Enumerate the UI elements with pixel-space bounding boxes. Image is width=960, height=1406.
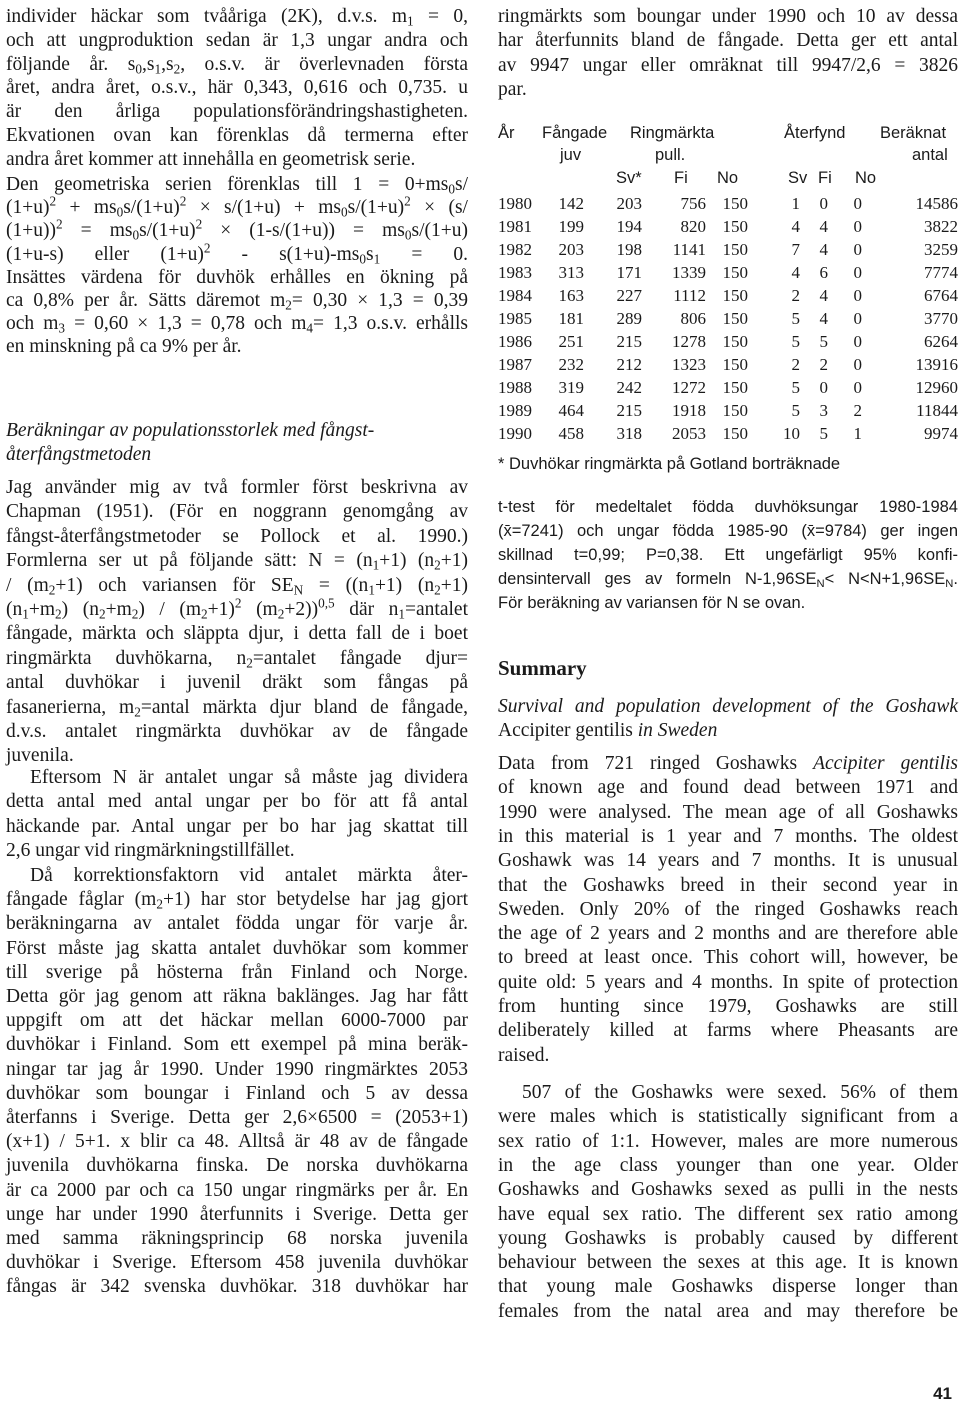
table-cell: 0 — [853, 194, 862, 213]
table-cell: 1983 — [498, 263, 532, 282]
text-line: Insättes värdena för duvhök erhålles en ökning på — [6, 266, 468, 288]
table-cell: 150 — [722, 263, 748, 282]
text-line: antal duvhökar i juvenil dräkt som fångas på — [6, 672, 468, 694]
table-cell: 1986 — [498, 332, 532, 351]
table-cell: 2 — [819, 355, 828, 374]
text-line: För beräkning av variansen för N se ovan. — [498, 594, 806, 612]
table-cell: 232 — [558, 355, 584, 374]
text-line: (x̄=7241) och ungar födda 1985-90 (x̄=9784) ger ingen — [498, 522, 958, 540]
text-line: individer häckar som tvååriga (2K), d.v.s. $m_1 = 0$, — [6, 6, 468, 29]
text-line: och $m_3 = 0,60 \times 1,3 = 0,78$ och $m_4= 1,3$ o.s.v. erhålls — [6, 313, 468, 336]
table-cell: 5 — [791, 378, 800, 397]
text-line: in this material is 1 year and 7 months. The oldest — [498, 825, 958, 847]
page-number: 41 — [933, 1384, 952, 1403]
text-line: återfångstmetoden — [6, 444, 152, 465]
table-cell: 6 — [819, 263, 828, 282]
table-cell: 1918 — [672, 401, 706, 420]
table-cell: 7 — [791, 240, 800, 259]
table-cell: 150 — [722, 378, 748, 397]
summary-heading: Summary — [498, 656, 587, 680]
table-header: juv — [560, 146, 582, 164]
table-cell: 1984 — [498, 286, 532, 305]
table-cell: 0 — [853, 378, 862, 397]
table-cell: 227 — [616, 286, 642, 305]
table-cell: 1981 — [498, 217, 532, 236]
text-line: uppgift om att det häckar mellan 6000-7000 par — [6, 1010, 468, 1032]
table-cell: 0 — [853, 309, 862, 328]
text-line: fångade fåglar $(m_2+1)$ har stor betydelse har jag gjort — [6, 889, 468, 912]
text-line: och att ungproduktion sedan är 1,3 ungar andra och — [6, 29, 468, 51]
table-cell: 6264 — [924, 332, 958, 351]
table-header: No — [855, 169, 877, 187]
text-line: $(1+u))^2 = ms_0s/(1+u)^2 \times (1-s/(1+u)) = ms_0s/(1+u)$ — [6, 217, 468, 243]
text-line: d.v.s. antalet ringmärkta duvhökar av de fångade — [6, 721, 468, 742]
table-cell: 7774 — [924, 263, 958, 282]
table-cell: 0 — [853, 355, 862, 374]
table-cell: 464 — [558, 401, 584, 420]
text-line: duvhökar i Sverige. Eftersom 458 juvenila duvhökar — [6, 1252, 468, 1274]
text-line: till sverige på hösterna från Finland och Norge. — [6, 961, 468, 983]
table-cell: 289 — [616, 309, 642, 328]
text-line: were males which is statistically significant from a — [498, 1106, 958, 1128]
table-header: No — [717, 169, 739, 187]
text-line: densintervall ges av formeln $N-1,96SE_N< N<N+1,96SE_N$. — [498, 570, 958, 590]
table-cell: 150 — [722, 217, 748, 236]
table-cell: 2 — [791, 286, 800, 305]
table-cell: 181 — [558, 309, 584, 328]
text-line: ringmärkta duvhökarna, $n_2=antalet$ fångade djur= — [6, 647, 468, 671]
text-line: fångade, märkta och släppta djur, i detta fall de i boet — [6, 623, 468, 645]
text-line: andra året kommer att innehålla en geometrisk serie. — [6, 148, 416, 170]
table-cell: 203 — [616, 194, 642, 213]
table-cell: 3822 — [924, 217, 958, 236]
text-line: en minskning på ca 9% per år. — [6, 336, 242, 358]
text-line: fångas är 342 svenska duvhökar. 318 duvhökar har — [6, 1276, 468, 1298]
table-cell: 1985 — [498, 309, 532, 328]
text-line: fångst-återfångstmetoder se Pollock et al. 1990.) — [6, 525, 468, 547]
table-header: År — [498, 124, 515, 142]
table-header: Återfynd — [784, 124, 846, 142]
text-line: t-test för medeltalet födda duvhöksungar 1980-1984 — [498, 498, 958, 516]
text-line: är den årliga populationsförändringshastigheten. — [6, 101, 468, 123]
text-line: Detta gör jag genom att räkna baklänges. Jag har fått — [6, 986, 468, 1007]
table-cell: 171 — [616, 263, 642, 282]
text-line: deliberately killed at farms where Pheasants are — [498, 1020, 958, 1042]
text-line: beräkningarna av antalet födda ungar för varje år. — [6, 913, 468, 935]
table-cell: 194 — [616, 217, 642, 236]
text-line: behaviour between the sexes at this age. It is known — [498, 1252, 958, 1274]
table-cell: 0 — [853, 240, 862, 259]
table-cell: 199 — [558, 217, 584, 236]
text-line: raised. — [498, 1044, 550, 1066]
table-cell: 756 — [680, 194, 706, 213]
table-cell: 5 — [791, 401, 800, 420]
table-cell: 142 — [558, 194, 584, 213]
table-header: Sv* — [616, 169, 642, 187]
table-cell: 150 — [722, 309, 748, 328]
data-table — [498, 124, 958, 454]
table-cell: 1339 — [672, 263, 706, 282]
text-line: Data from 721 ringed Goshawks Accipiter gentilis — [498, 753, 958, 774]
text-line: of known age and found dead between 1971 and — [498, 777, 958, 799]
text-line: 507 of the Goshawks were sexed. 56% of them — [522, 1082, 958, 1103]
table-cell: 1987 — [498, 355, 532, 374]
table-cell: 12960 — [915, 378, 958, 397]
table-cell: 3259 — [924, 240, 958, 259]
table-cell: 1982 — [498, 240, 532, 259]
table-cell: 0 — [853, 217, 862, 236]
text-line: ca 0,8% per år. Sätts däremot $m_2= 0,30 \times 1,3 = 0,39$ — [6, 290, 468, 313]
table-header: Fi — [818, 169, 832, 187]
text-line: Jag använder mig av två formler först beskrivna av — [6, 477, 468, 498]
table-cell: 198 — [616, 240, 642, 259]
text-line: är ca 2000 par och ca 150 ungar ringmärks per år. En — [6, 1179, 468, 1201]
text-line: Formlerna ser ut på följande sätt: $N = (n_1+1)$ $(n_2+1)$ — [6, 550, 468, 573]
text-line: Beräkningar av populationsstorlek med fångst- — [6, 420, 375, 441]
text-line: par. — [498, 79, 527, 101]
table-header: pull. — [655, 146, 686, 164]
table-cell: 1323 — [672, 355, 706, 374]
table-cell: 150 — [722, 332, 748, 351]
text-line: Då korrektionsfaktorn vid antalet märkta åter- — [30, 865, 468, 886]
table-cell: 1141 — [672, 240, 706, 259]
table-cell: 242 — [616, 378, 642, 397]
text-line: females from the natal area and may therefore be — [498, 1300, 958, 1322]
text-line: Chapman (1951). (För en noggrann genomgång av — [6, 501, 468, 523]
table-cell: 1989 — [498, 401, 532, 420]
text-line: duvhökar som boungar i Finland och 5 av dessa — [6, 1082, 468, 1104]
table-cell: 4 — [791, 217, 800, 236]
text-line: Den geometriska serien förenklas till $1 = 0+ms_0s/$ — [6, 174, 468, 197]
table-cell: 313 — [558, 263, 584, 282]
table-cell: 9974 — [924, 424, 958, 443]
text-line: duvhökar i Finland. Som ett exempel på mina beräk- — [6, 1034, 468, 1056]
text-line: juvenila. — [6, 745, 74, 767]
table-cell: 5 — [819, 332, 828, 351]
table-footnote: * Duvhökar ringmärkta på Gotland borträknade — [498, 455, 841, 473]
table-cell: 10 — [783, 424, 800, 443]
text-line: sex ratio of 1:1. However, males are more numerous — [498, 1130, 958, 1152]
text-line: har återfunnits bland de fångade. Detta ger ett antal — [498, 30, 958, 52]
table-cell: 4 — [791, 263, 800, 282]
text-line: ringmärkts som boungar under 1990 och 10 av dessa — [498, 6, 958, 27]
table-cell: 5 — [819, 424, 828, 443]
table-header: Sv — [788, 169, 808, 187]
table-cell: 1988 — [498, 378, 532, 397]
text-line: återfanns i Sverige. Detta ger 2,6×6500 = (2053+1) — [6, 1107, 468, 1128]
table-header: antal — [912, 146, 948, 164]
text-line: from hunting since 1979, Goshawks are still — [498, 996, 958, 1017]
text-line: that young male Goshawks disperse longer than — [498, 1276, 958, 1298]
table-cell: 251 — [558, 332, 584, 351]
text-line: Goshawk was 14 years and 7 months. It is unusual — [498, 850, 958, 872]
table-cell: 1112 — [673, 286, 706, 305]
text-line: juvenila duvhökarna finska. De norska duvhökarna — [6, 1155, 468, 1177]
text-line: $(n_1+m_2)$ $(n_2+m_2) / (m_2+1)^2$ $(m_2+2))^{0,5}$ där $n_1=antalet$ — [6, 595, 468, 622]
text-line: / $(m_2+1)$ och variansen för $SE_N = ((n_1+1)$ $(n_2+1)$ — [6, 574, 468, 597]
table-cell: 4 — [819, 286, 828, 305]
table-cell: 0 — [853, 286, 862, 305]
table-cell: 2 — [853, 401, 862, 420]
table-cell: 0 — [819, 378, 828, 397]
table-cell: 4 — [819, 240, 828, 259]
text-line: $(1+u)^2 + ms_0s/(1+u)^2 \times s/(1+u) + ms_0s/(1+u)^2 \times (s/$ — [6, 193, 468, 220]
table-cell: 215 — [616, 401, 642, 420]
table-cell: 1980 — [498, 194, 532, 213]
table-cell: 806 — [680, 309, 706, 328]
table-cell: 212 — [616, 355, 642, 374]
table-cell: 11844 — [916, 401, 958, 420]
text-line: that the Goshawks breed in their second year in — [498, 874, 958, 896]
text-line: fasanerierna, $m_2=antal$ märkta djur bland de fångade, — [6, 696, 468, 719]
text-line: to breed at least once. This cohort will, however, be — [498, 947, 958, 969]
table-cell: 14586 — [915, 194, 958, 213]
table-cell: 0 — [853, 263, 862, 282]
text-line: Goshawks and Goshawks sexed as pulli in the nests — [498, 1179, 958, 1201]
table-cell: 4 — [819, 309, 828, 328]
table-cell: 1278 — [672, 332, 706, 351]
text-line: följande år. $s_0,s_1,s_2$, o.s.v. är överlevnaden första — [6, 53, 468, 76]
table-cell: 150 — [722, 194, 748, 213]
table-cell: 1990 — [498, 424, 532, 443]
table-cell: 6764 — [924, 286, 958, 305]
table-cell: 3770 — [924, 309, 958, 328]
table-header: Ringmärkta — [630, 124, 715, 142]
table-header: Fi — [674, 169, 688, 187]
table-header: Beräknat — [880, 124, 947, 142]
text-line: Ekvationen ovan kan förenklas då termerna efter — [6, 125, 468, 146]
text-line: detta antal med antal ungar per bo för att få antal — [6, 791, 468, 813]
text-line: in the age class younger than one year. Older — [498, 1154, 958, 1176]
text-line: Sweden. Only 20% of the ringed Goshawks reach — [498, 898, 958, 920]
text-line: (1+u-s) eller $(1+u)^2 - s(1+u)-ms_0s_1 = 0$. — [6, 240, 468, 266]
text-line: av 9947 ungar eller omräknat till 9947/2,6 = 3826 — [498, 54, 958, 76]
table-cell: 150 — [722, 286, 748, 305]
table-cell: 0 — [853, 332, 862, 351]
text-line: quite old: 5 years and 4 months. In spite of protection — [498, 971, 958, 993]
text-line: skillnad t=0,99; P=0,38. Ett ungefärligt 95% konfi- — [498, 546, 958, 564]
table-cell: 1 — [853, 424, 862, 443]
text-line: young Goshawks is probably caused by different — [498, 1227, 958, 1249]
table-cell: 0 — [819, 194, 828, 213]
text-line: häckande par. Antal ungar per bo har jag skattat till — [6, 815, 468, 837]
text-line: have equal sex ratio. The different sex ratio among — [498, 1203, 958, 1225]
table-cell: 458 — [558, 424, 584, 443]
text-line: Survival and population development of the Goshawk — [498, 696, 958, 717]
text-line: the age of 2 years and 2 months and are therefore able — [498, 923, 958, 945]
table-cell: 4 — [819, 217, 828, 236]
text-line: (x+1) / 5+1. x blir ca 48. Alltså är 48 av de fångade — [6, 1131, 468, 1153]
table-cell: 13916 — [915, 355, 958, 374]
table-cell: 203 — [558, 240, 584, 259]
table-cell: 150 — [722, 401, 748, 420]
table-cell: 150 — [722, 424, 748, 443]
table-cell: 2 — [791, 355, 800, 374]
table-cell: 5 — [791, 309, 800, 328]
table-cell: 150 — [722, 240, 748, 259]
table-header: Fångade — [542, 124, 608, 142]
text-line: 1990 were analysed. The mean age of all Goshawks — [498, 801, 958, 823]
text-line: Eftersom N är antalet ungar så måste jag dividera — [30, 767, 468, 788]
text-line: unge har under 1990 återfunnits i Sverige. Detta ger — [6, 1203, 468, 1225]
text-line: året, andra året, o.s.v., här 0,343, 0,616 och 0,735. u — [6, 77, 468, 99]
text-line: Accipiter gentilis in Sweden — [498, 720, 718, 741]
table-cell: 1 — [791, 194, 800, 213]
table-cell: 163 — [558, 286, 584, 305]
text-line: 2,6 ungar vid ringmärkningstillfället. — [6, 840, 295, 862]
table-cell: 318 — [616, 424, 642, 443]
text-line: Först måste jag skatta antalet duvhökar som kommer — [6, 937, 468, 959]
table-cell: 3 — [819, 401, 828, 420]
text-line: ningar tar jag år 1990. Under 1990 ringmärktes 2053 — [6, 1058, 468, 1080]
table-cell: 215 — [616, 332, 642, 351]
table-cell: 1272 — [672, 378, 706, 397]
table-cell: 820 — [680, 217, 706, 236]
table-cell: 2053 — [672, 424, 706, 443]
table-cell: 319 — [558, 378, 584, 397]
table-cell: 150 — [722, 355, 748, 374]
table-cell: 5 — [791, 332, 800, 351]
text-line: med samma räkningsprincip 68 norska juvenila — [6, 1228, 468, 1249]
